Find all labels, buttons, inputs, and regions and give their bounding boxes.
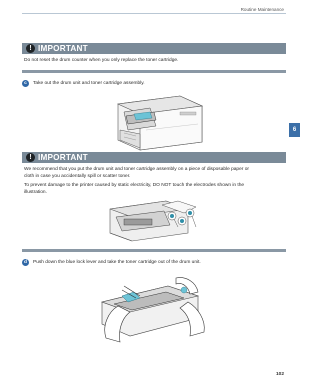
step-c-text: Take out the drum unit and toner cartridge assembly. <box>33 80 145 86</box>
header-title: Routine Maintenance <box>240 7 284 12</box>
important-para-2-line-1: To prevent damage to the printer caused by static electricity, DO NOT touch the electrodes shown in the <box>24 183 245 188</box>
important-end-bar-1 <box>22 70 286 73</box>
exclamation-icon: ! <box>26 44 35 53</box>
page-number: 102 <box>275 372 284 377</box>
step-d-text: Push down the blue lock lever and take the toner cartridge out of the drum unit. <box>33 259 201 265</box>
drum-electrodes-illustration <box>104 197 204 243</box>
important-para-1-line-1: We recommend that you put the drum unit and toner cartridge assembly on a piece of disposable paper or <box>24 167 249 172</box>
toner-removal-illustration <box>94 272 212 348</box>
step-c-number: c <box>22 80 29 87</box>
exclamation-icon: ! <box>26 153 35 162</box>
printer-illustration <box>110 90 208 152</box>
important-label-1: IMPORTANT <box>38 44 88 53</box>
step-d-number: d <box>22 259 29 266</box>
important-banner-2 <box>22 152 286 163</box>
important-text-1: Do not reset the drum counter when you only replace the toner cartridge. <box>24 58 179 63</box>
important-banner-1 <box>22 43 286 54</box>
important-label-2: IMPORTANT <box>38 153 88 162</box>
chapter-tab: 6 <box>289 123 300 137</box>
header-rule <box>22 13 286 14</box>
important-para-2-line-2: illustration. <box>24 189 47 195</box>
important-end-bar-2 <box>22 249 286 252</box>
important-para-1-line-2: cloth in case you accidentally spill or scatter toner. <box>24 173 131 179</box>
